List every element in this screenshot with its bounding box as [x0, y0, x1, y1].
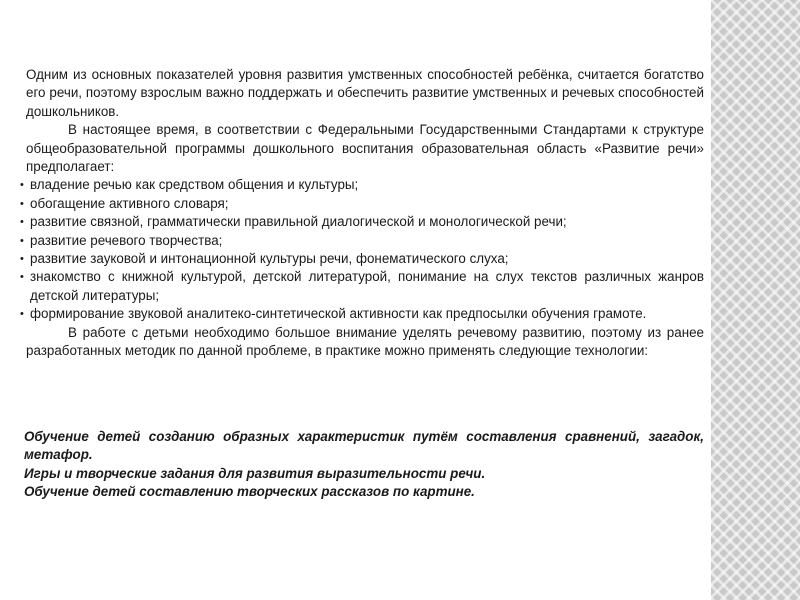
- slide-body-text: [24, 66, 704, 361]
- list-item: • формирование звуковой аналитеко-синтетической активности как предпосылки обучения грамоте.: [24, 305, 704, 323]
- technology-item: Обучение детей созданию образных характеристик путём составления сравнений, загадок, метафор.: [24, 429, 704, 463]
- speech-development-list: [24, 176, 704, 323]
- list-item: • развитие зауковой и интонационной культуры речи, фонематического слуха;: [24, 250, 704, 268]
- intro-paragraph: Одним из основных показателей уровня развития умственных способностей ребёнка, считается богатство его речи, поэтому взрослым важно поддержать и обеспечить развитие умственных и речевых способностей дошкольников.: [26, 67, 704, 119]
- list-item: • знакомство с книжной культурой, детской литературой, понимание на слух текстов различных жанров детской литературы;: [24, 268, 704, 305]
- list-item: • развитие речевого творчества;: [24, 232, 704, 250]
- list-item: • развитие связной, грамматически правильной диалогической и монологической речи;: [24, 213, 704, 231]
- list-item: • владение речью как средством общения и культуры;: [24, 176, 704, 194]
- fgos-paragraph: В настоящее время, в соответствии с Федеральными Государственными Стандартами к структуре общеобразовательной программы дошкольного воспитания образовательная область «Развитие речи» предполагает:: [26, 122, 704, 175]
- technology-item: Обучение детей составлению творческих рассказов по картине.: [24, 484, 475, 500]
- technologies-list: [24, 428, 704, 502]
- work-paragraph: В работе с детьми необходимо большое внимание уделять речевому развитию, поэтому из ранее разработанных методик по данной проблеме, в практике можно применять следующие технологии:: [26, 324, 704, 359]
- technology-item: Игры и творческие задания для развития выразительности речи.: [24, 465, 486, 481]
- decorative-side-pattern: [711, 0, 800, 600]
- list-item: • обогащение активного словаря;: [24, 195, 704, 213]
